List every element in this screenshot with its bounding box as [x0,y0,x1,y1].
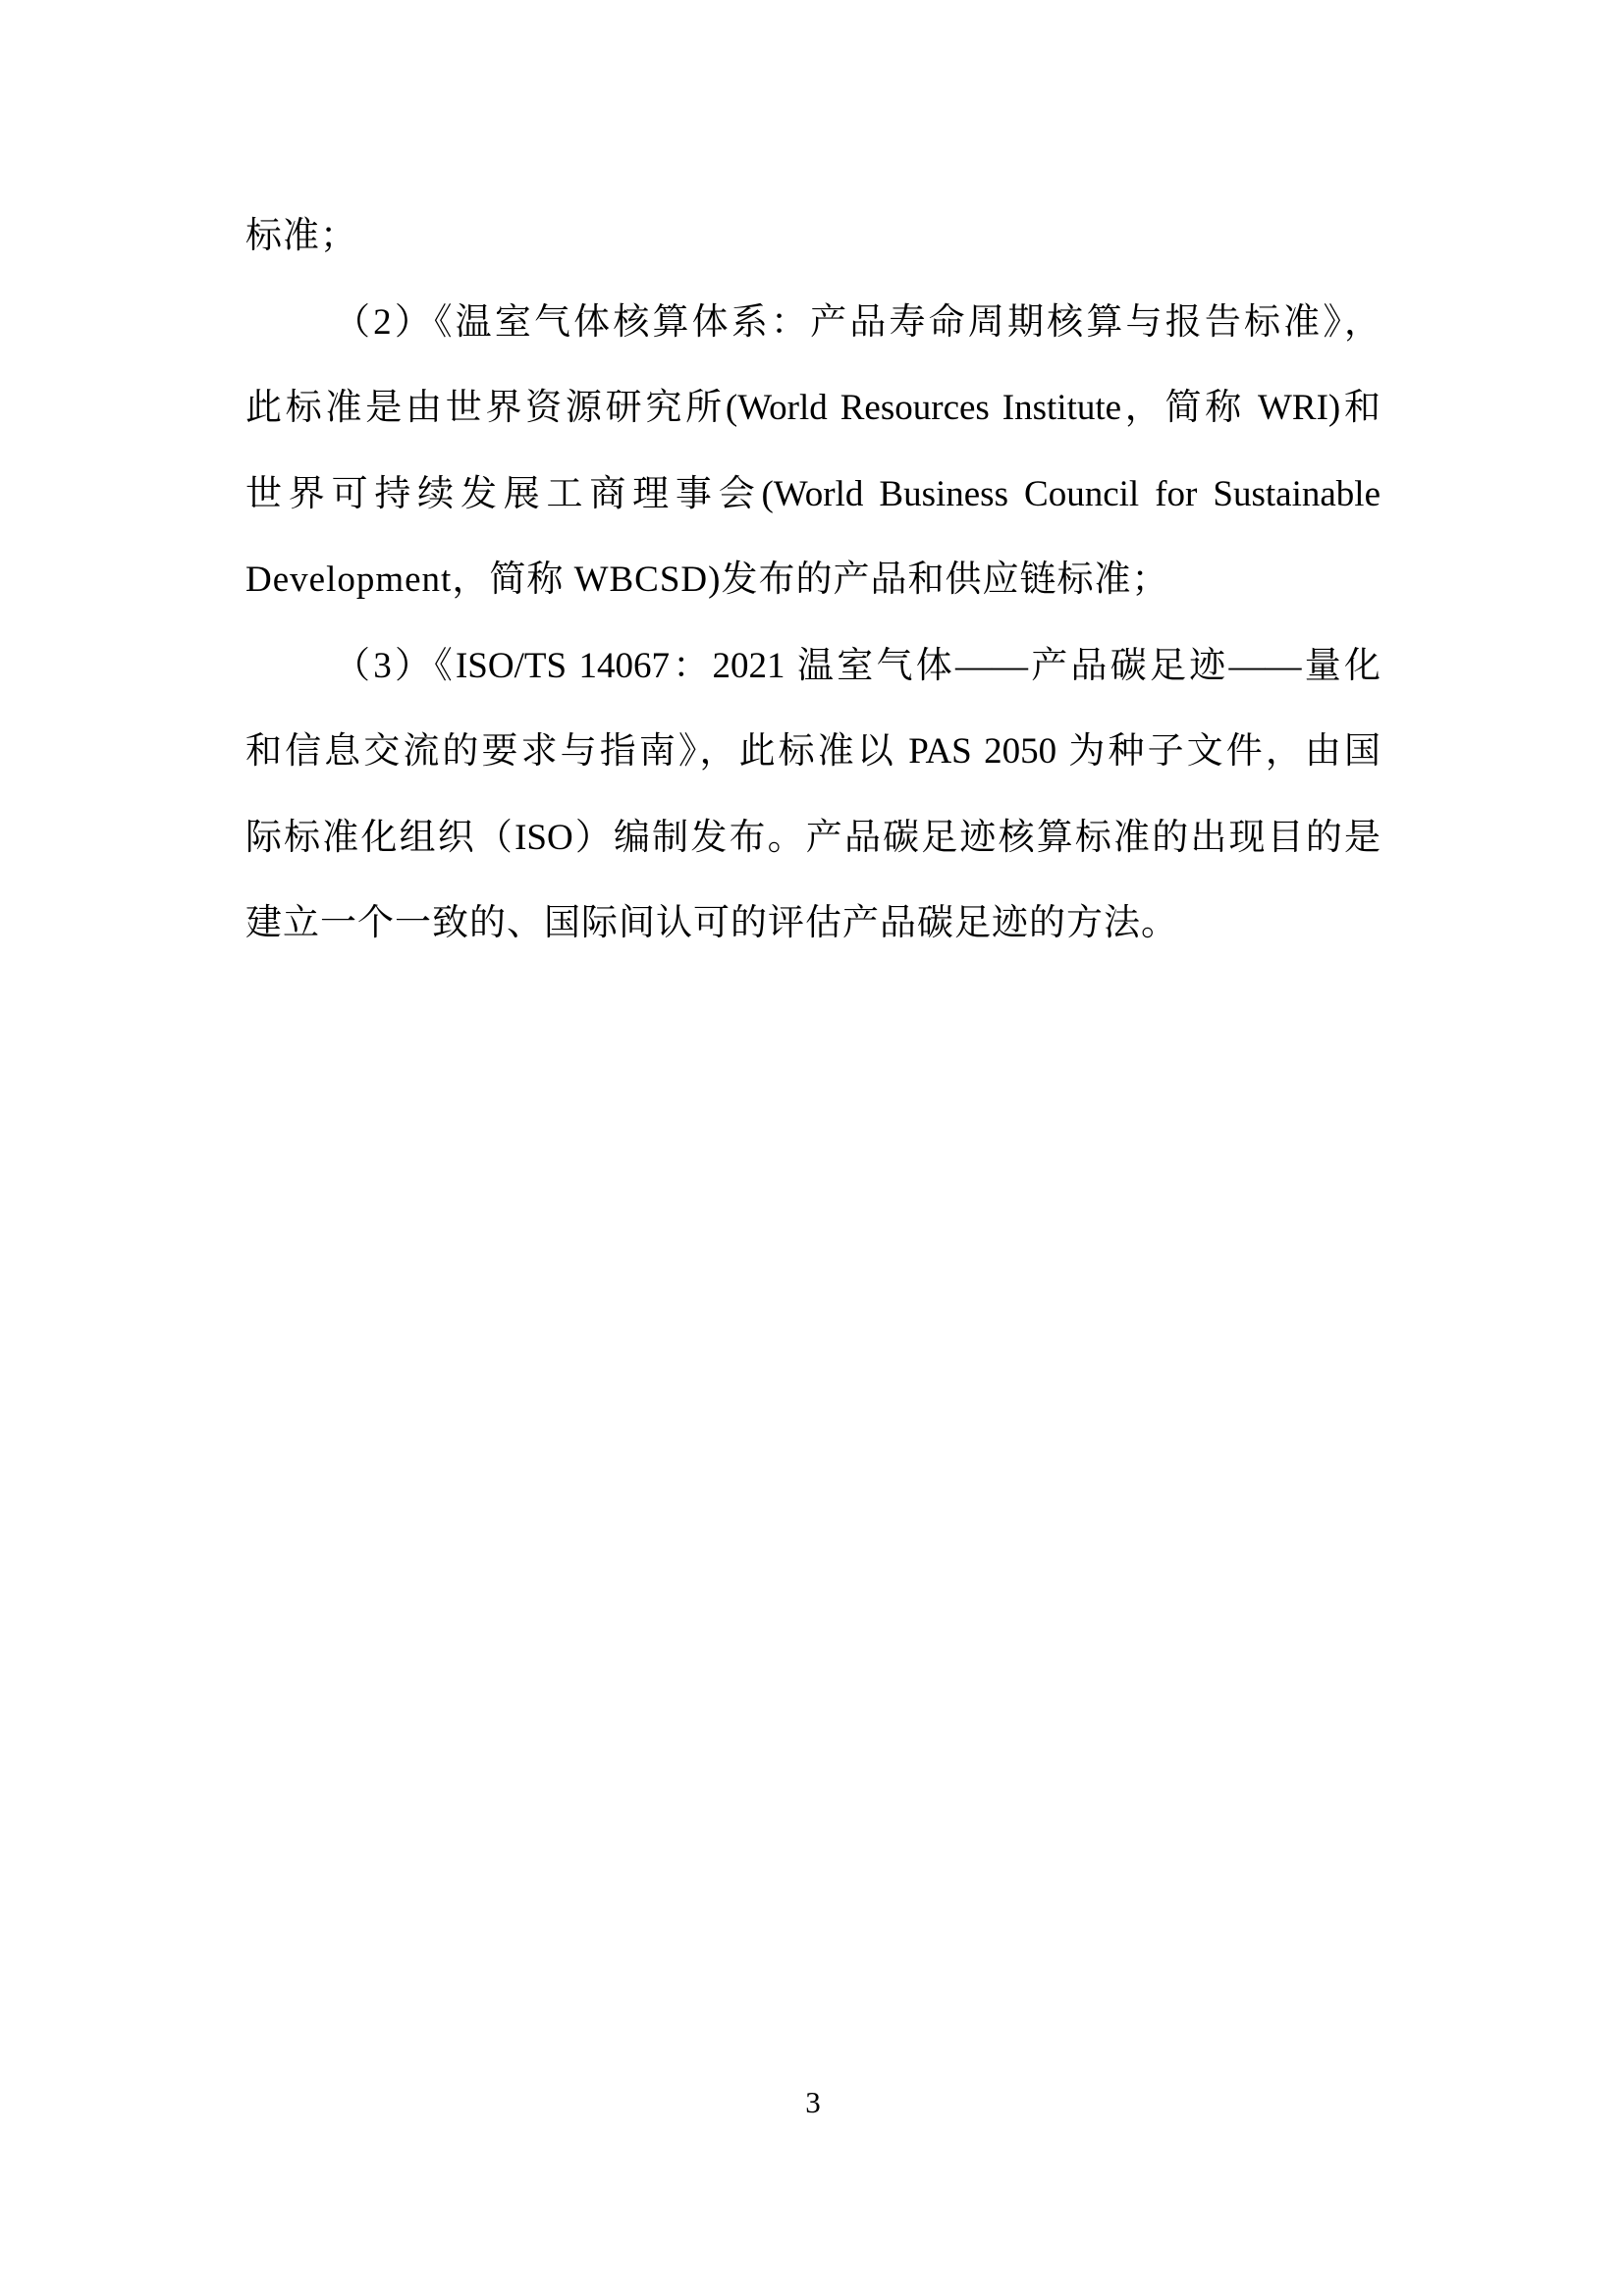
text-line: 建立一个一致的、国际间认可的评估产品碳足迹的方法。 [245,903,1178,943]
page-number: 3 [805,2085,821,2119]
text-line: （2）《温室气体核算体系：产品寿命周期核算与报告标准》， [334,301,1380,343]
text-line: 世界可持续发展工商理事会(World Business Council for Sustainable [245,473,1380,514]
text-line: 标准； [245,216,357,256]
text-line: Development，简称 WBCSD)发布的产品和供应链标准； [245,560,1169,600]
text-line: （3）《ISO/TS 14067：2021 温室气体——产品碳足迹——量化 [334,645,1380,686]
paragraph-item-3 [245,623,1380,967]
page-footer [245,2083,1380,2122]
text-line: 此标准是由世界资源研究所(World Resources Institute，简称 WRI)和 [245,388,1380,428]
document-body [245,193,1380,967]
text-line: 和信息交流的要求与指南》，此标准以 PAS 2050 为种子文件，由国 [245,731,1380,772]
paragraph-item-2 [245,280,1380,623]
paragraph-continuation [245,193,1380,280]
text-line: 际标准化组织（ISO）编制发布。产品碳足迹核算标准的出现目的是 [245,817,1380,858]
